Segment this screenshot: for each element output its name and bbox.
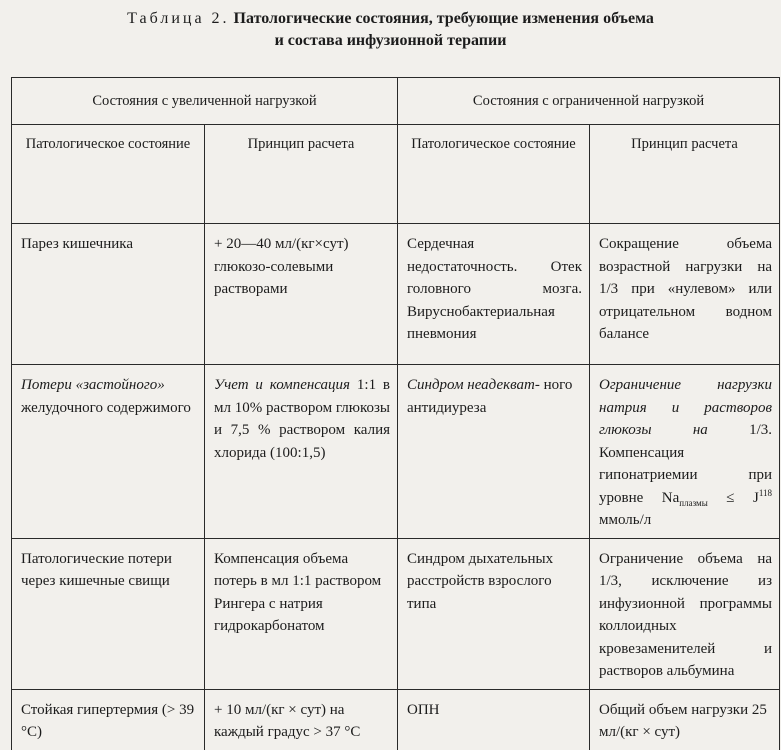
- cell-text-italic: Потери «застойного»: [21, 377, 165, 393]
- group-header-increased: Состояния с увеличенной нагрузкой: [12, 78, 398, 125]
- table-cell: Синдром дыхательных расстройств взрослого типа: [398, 538, 590, 689]
- table-cell: Ограничение нагрузки натрия и растворов глюкозы на 1/3. Компенсация гипонатриемии при уровне $Na_{плазмы} \le J^{118}$ ммоль/л: [590, 365, 780, 539]
- cell-text: исключение из инфузионной программы коллоидных кровезаменителей и растворов альбумина: [599, 573, 773, 679]
- fraction: 1/3: [599, 573, 619, 589]
- column-header: Принцип расчета: [590, 125, 780, 224]
- table-row: [12, 365, 780, 539]
- table-cell: [398, 365, 590, 539]
- cell-text: при «нулевом» или отрицательном водном балансе: [599, 281, 773, 342]
- table-cell: Патологические потери через кишечные свищи: [12, 538, 205, 689]
- fraction: 1/3: [749, 422, 769, 438]
- caption-label: Таблица 2.: [127, 10, 230, 27]
- subscript: плазмы: [679, 497, 708, 508]
- cell-text-italic: Ограничение нагрузки натрия и растворов глюкозы на: [599, 377, 773, 438]
- table-cell: ОПН: [398, 689, 590, 750]
- group-header-restricted: Состояния с ограниченной нагрузкой: [398, 78, 780, 125]
- column-header: Принцип расчета: [205, 125, 398, 224]
- table-cell: [12, 365, 205, 539]
- table-cell: Общий объем нагрузки 25 мл/(кг × сут): [590, 689, 780, 750]
- group-header-row: [12, 78, 780, 125]
- cell-text: Сокращение объема возрастной нагрузки на: [599, 236, 773, 275]
- cell-text: ≤ J: [726, 489, 759, 506]
- cell-text: 1:1 в мл 10% раствором глюкозы и 7,5 % раствором калия хлорида (100:1,5): [214, 377, 391, 461]
- infusion-therapy-table: [11, 77, 780, 750]
- table-cell: + 20—40 мл/(кг×сут) глюкозо-солевыми растворами: [205, 224, 398, 365]
- cell-text: Ограничение объема на: [599, 550, 773, 567]
- table-cell: [205, 365, 398, 539]
- cell-text: желудочного содержимого: [21, 399, 191, 416]
- cell-text: Na: [661, 489, 680, 506]
- column-header: Патологическое состояние: [398, 125, 590, 224]
- table-cell: Стойкая гипертермия (> 39 °С): [12, 689, 205, 750]
- fraction: 1/3: [599, 281, 619, 297]
- table-cell: Парез кишечника: [12, 224, 205, 365]
- table-row: [12, 224, 780, 365]
- caption-title-line1: Патологические состояния, требующие изменения объема: [233, 10, 654, 27]
- cell-text-italic: Учет и компенсация: [214, 377, 351, 393]
- cell-text: ммоль/л: [599, 512, 652, 528]
- column-header-row: [12, 125, 780, 224]
- table-cell: + 10 мл/(кг × сут) на каждый градус > 37 °С: [205, 689, 398, 750]
- cell-text-italic: Синдром неадекват-: [407, 377, 540, 393]
- column-header: Патологическое состояние: [12, 125, 205, 224]
- table-row: [12, 689, 780, 750]
- cell-text: Компенсация гипонатриемии при уровне: [599, 444, 773, 506]
- cell-text: ного антидиуреза: [407, 377, 573, 416]
- table-cell: [590, 224, 780, 365]
- table-cell: Ограничение объема на 1/3, исключение из инфузионной программы коллоидных кровезаменителей и растворов альбумина: [590, 538, 780, 689]
- table-caption: [0, 8, 781, 52]
- table-cell: Сердечная недостаточность. Отек головного мозга. Вируснобактериальная пневмония: [398, 224, 590, 365]
- superscript: 118: [758, 487, 773, 498]
- table-cell: Компенсация объема потерь в мл 1:1 раствором Рингера с натрия гидрокарбонатом: [205, 538, 398, 689]
- table-row: [12, 538, 780, 689]
- caption-title-line2: и состава инфузионной терапии: [274, 32, 507, 49]
